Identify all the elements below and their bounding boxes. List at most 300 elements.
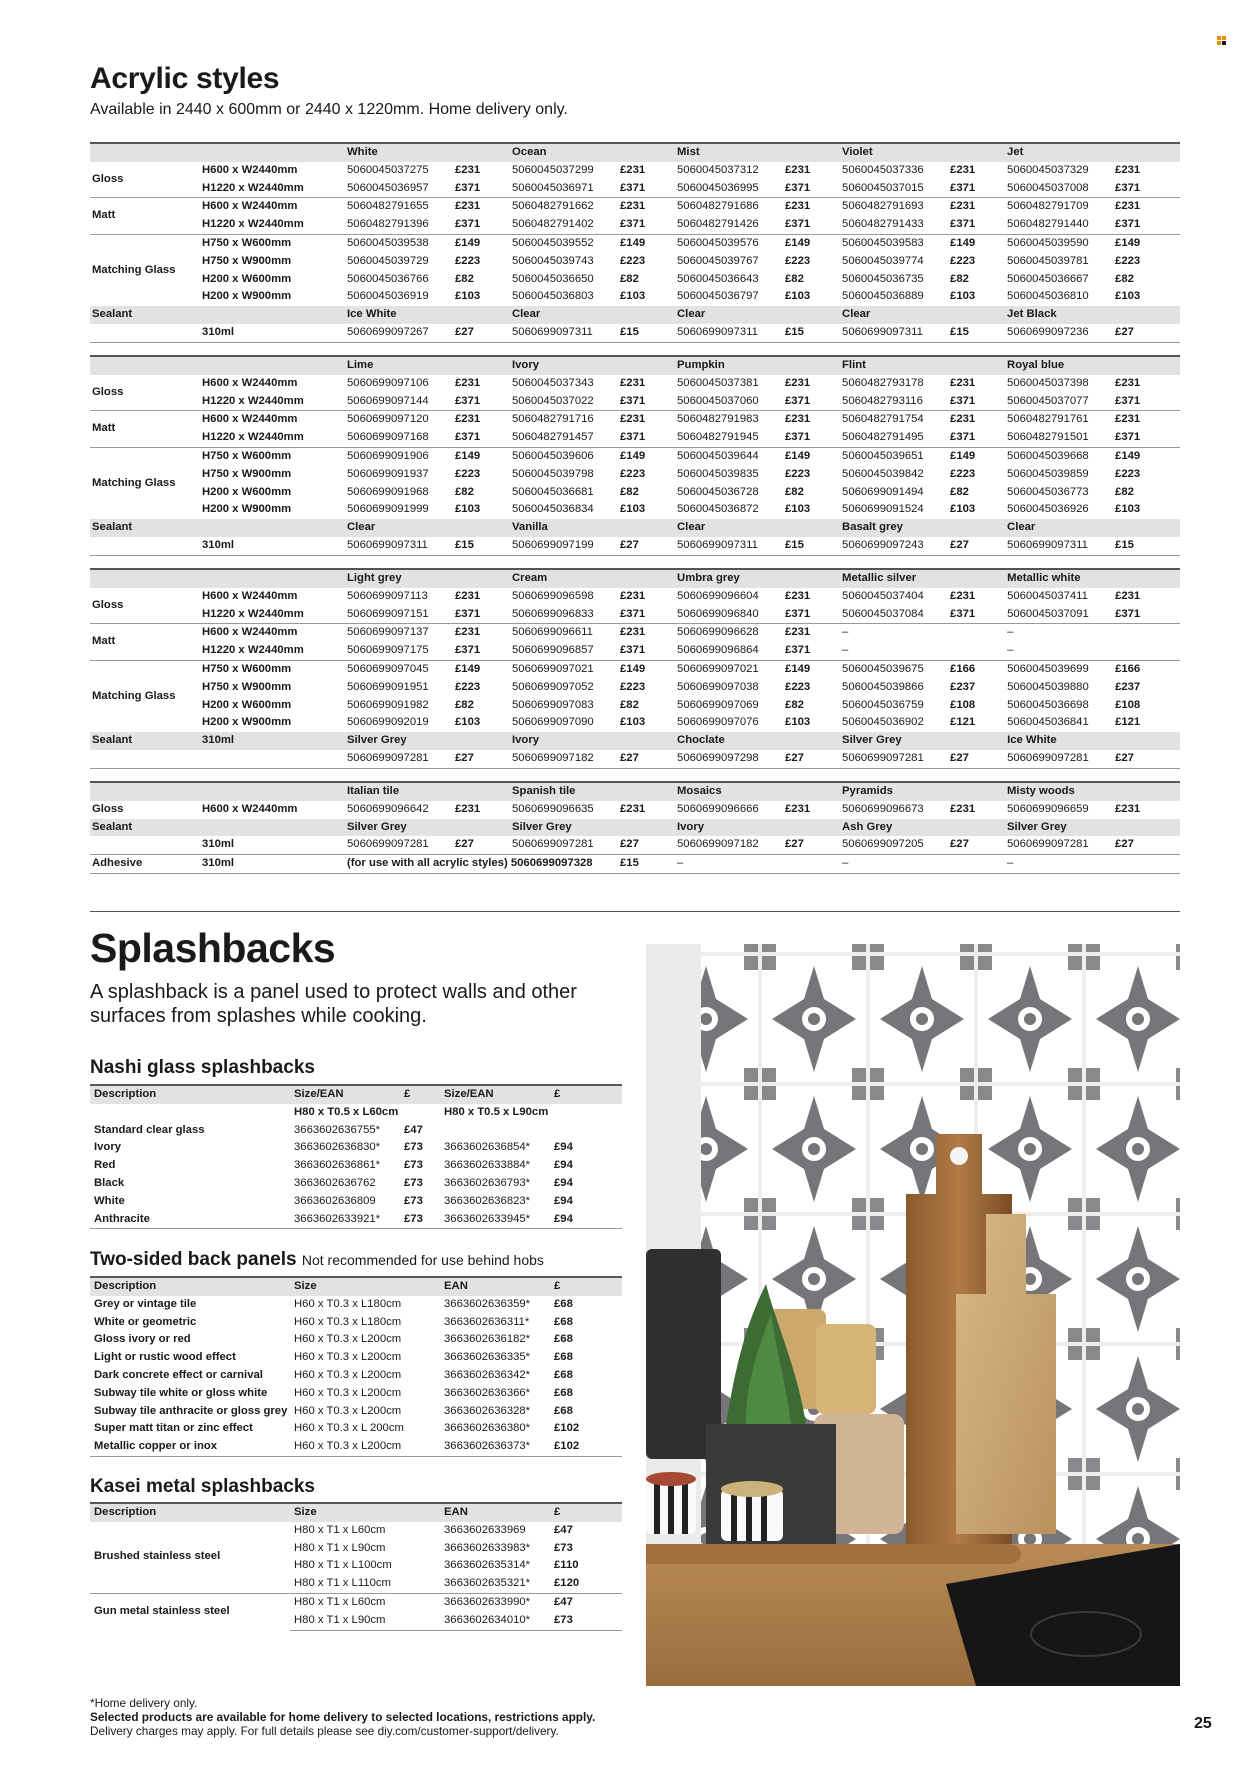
size-label: H80 x T0.5 x L90cm (444, 1105, 549, 1118)
price-cell: £231 (950, 589, 976, 602)
table-row (90, 1420, 622, 1438)
price-cell: £15 (618, 324, 675, 342)
table-cell: £73 (554, 1541, 573, 1554)
sealant-name: Silver Grey (510, 819, 675, 837)
table-cell: 3663602636311* (444, 1315, 530, 1328)
ean-cell: 5060699091951 (347, 680, 429, 693)
ean-cell: 5060699091524 (842, 503, 924, 516)
price-cell: £371 (785, 394, 811, 407)
table-cell: 3663602636359* (444, 1297, 531, 1310)
table-row (90, 1296, 622, 1314)
nashi-table (90, 1084, 622, 1229)
table-cell: H60 x T0.3 x L200cm (290, 1438, 440, 1456)
ean-cell: 5060699097311 (345, 537, 453, 555)
size-cell: H200 x W900mm (202, 716, 292, 729)
table-cell: 3663602633969 (444, 1523, 526, 1536)
table-row (90, 1438, 622, 1456)
sealant-row (90, 732, 1180, 750)
sealant-name: Vanilla (510, 519, 675, 537)
ean-cell: 5060482791761 (1005, 411, 1113, 429)
table-cell: 3663602634010* (440, 1612, 550, 1630)
size-row (90, 429, 1180, 447)
table-cell: £120 (554, 1577, 580, 1590)
table-cell: Ivory (94, 1141, 122, 1154)
table-cell (440, 1122, 550, 1140)
price-cell: £15 (453, 537, 510, 555)
price-cell: £371 (620, 431, 646, 444)
table-cell (550, 1122, 622, 1140)
price-cell: £231 (785, 802, 811, 815)
ean-cell: 5060482791983 (675, 411, 783, 429)
adhesive-row (90, 855, 1180, 874)
price-cell: £223 (455, 467, 481, 480)
ean-cell: 5060699097281 (345, 750, 453, 768)
sealant-name: Clear (1005, 519, 1180, 537)
sealant-size: 310ml (200, 324, 345, 342)
price-cell: £231 (455, 802, 481, 815)
ean-cell: 5060045039866 (842, 680, 924, 693)
price-cell: £27 (618, 537, 675, 555)
ean-cell: 5060045039576 (675, 234, 783, 252)
price-cell: £27 (948, 750, 1005, 768)
ean-cell: 5060699097168 (347, 431, 429, 444)
ean-cell: 5060482791716 (510, 411, 618, 429)
acrylic-subtitle: Available in 2440 x 600mm or 2440 x 1220mm. Home delivery only. (90, 101, 568, 118)
price-cell: £27 (620, 838, 639, 851)
sealant-size: 310ml (200, 537, 345, 555)
ean-cell: 5060045036810 (1007, 290, 1089, 303)
price-cell: £27 (950, 838, 969, 851)
price-cell: £231 (453, 198, 510, 216)
size-cell: H600 x W2440mm (202, 589, 298, 602)
size-cell: H1220 x W2440mm (202, 218, 304, 231)
size-cell: H1220 x W2440mm (202, 394, 304, 407)
ean-cell: 5060699097281 (1005, 750, 1113, 768)
group-description: Gun metal stainless steel (90, 1593, 290, 1630)
size-cell: H750 x W900mm (202, 467, 292, 480)
ean-cell: 5060045039859 (1007, 467, 1089, 480)
price-cell: £27 (453, 324, 510, 342)
ean-cell: 5060699097267 (345, 324, 453, 342)
price-cell: £103 (785, 503, 811, 516)
table-cell: £68 (554, 1297, 573, 1310)
sealant-label: Sealant (90, 819, 200, 837)
size-cell: H200 x W900mm (202, 290, 292, 303)
price-cell: £15 (948, 324, 1005, 342)
colour-name: Pumpkin (675, 356, 840, 375)
sealant-label: Sealant (90, 519, 200, 537)
ean-cell: 5060045036766 (347, 272, 429, 285)
ean-cell: 5060482793116 (842, 394, 923, 407)
ean-cell: – (840, 624, 948, 642)
table-cell: 3663602633921* (290, 1211, 400, 1229)
column-header: EAN (440, 1503, 550, 1522)
finish-label: Matt (90, 198, 200, 235)
table-cell: H60 x T0.3 x L200cm (294, 1368, 402, 1381)
table-cell: £73 (404, 1194, 423, 1207)
sealant-row (90, 519, 1180, 537)
ean-cell: 5060699091999 (347, 503, 429, 516)
price-cell: £231 (950, 163, 976, 176)
colour-name: Lime (345, 356, 510, 375)
ean-cell: 5060699097298 (675, 750, 783, 768)
ean-cell: 5060045039767 (677, 254, 759, 267)
ean-cell: 5060045037015 (842, 181, 924, 194)
ean-cell: 5060699097243 (840, 537, 948, 555)
table-cell: H80 x T1 x L90cm (290, 1612, 440, 1630)
ean-cell: 5060045037077 (1007, 394, 1089, 407)
price-cell (1113, 624, 1180, 642)
size-row (90, 679, 1180, 697)
ean-cell: 5060699096666 (677, 802, 759, 815)
table-row (90, 1314, 622, 1332)
table-header (90, 1503, 622, 1522)
splashbacks-title: Splashbacks (90, 925, 336, 971)
adhesive-ean: (for use with all acrylic styles) 5060699097328 (345, 855, 618, 874)
price-cell: £15 (1113, 537, 1180, 555)
ean-cell: 5060045036803 (512, 290, 594, 303)
ean-cell: 5060699097175 (347, 644, 429, 657)
size-cell: H600 x W2440mm (202, 802, 298, 815)
table-cell: £94 (554, 1159, 573, 1172)
table-cell: Gloss ivory or red (94, 1333, 191, 1346)
size-cell: H1220 x W2440mm (202, 431, 304, 444)
price-cell: £237 (950, 680, 976, 693)
price-cell: £103 (950, 290, 976, 303)
price-cell: £27 (1113, 324, 1180, 342)
ean-cell: 5060699091937 (347, 467, 429, 480)
table-row (90, 1175, 622, 1193)
price-cell: £27 (783, 750, 840, 768)
empty-cell: – (840, 855, 1005, 874)
table-cell: Standard clear glass (94, 1123, 205, 1136)
ean-cell: 5060699096642 (347, 802, 429, 815)
size-row (90, 234, 1180, 252)
price-cell: £231 (785, 589, 811, 602)
ean-cell: 5060699097281 (840, 750, 948, 768)
colour-header-row (90, 782, 1180, 801)
sealant-name: Silver Grey (345, 819, 510, 837)
colour-name: White (345, 143, 510, 162)
ean-cell: 5060482791655 (345, 198, 453, 216)
ean-cell: 5060045036667 (1007, 272, 1089, 285)
price-cell: £231 (1115, 589, 1141, 602)
price-cell: £149 (783, 234, 840, 252)
table-cell: £68 (554, 1404, 573, 1417)
ean-cell: 5060482791754 (840, 411, 948, 429)
price-cell: £237 (1115, 680, 1141, 693)
size-cell: H750 x W600mm (200, 234, 345, 252)
adhesive-label: Adhesive (90, 855, 200, 874)
table-row (90, 1349, 622, 1367)
sealant-name: Ivory (675, 819, 840, 837)
price-cell: £223 (620, 254, 646, 267)
colour-name: Light grey (345, 569, 510, 588)
table-cell: £68 (554, 1368, 573, 1381)
price-cell: £371 (950, 607, 976, 620)
price-cell: £82 (620, 698, 639, 711)
price-cell: £231 (1113, 411, 1180, 429)
price-cell: £103 (785, 290, 811, 303)
ean-cell: 5060482791693 (840, 198, 948, 216)
price-cell: £82 (1115, 272, 1134, 285)
ean-cell: 5060045036995 (677, 181, 759, 194)
price-cell: £231 (950, 376, 976, 389)
ean-cell: 5060045039606 (510, 447, 618, 465)
column-header: Size (290, 1277, 440, 1296)
price-cell: £27 (1113, 750, 1180, 768)
table-cell: £73 (550, 1612, 622, 1630)
table-cell: Grey or vintage tile (94, 1297, 197, 1310)
table-cell: £73 (404, 1176, 423, 1189)
ean-cell: 5060699096628 (675, 624, 783, 642)
price-cell: £27 (455, 838, 474, 851)
price-cell: £82 (455, 485, 474, 498)
colour-name: Umbra grey (675, 569, 840, 588)
price-cell: £231 (1113, 198, 1180, 216)
sealant-name: Clear (675, 519, 840, 537)
table-cell: 3663602636342* (444, 1368, 531, 1381)
price-cell: £371 (1115, 607, 1141, 620)
ean-cell: 5060699096659 (1007, 802, 1089, 815)
table-cell: 3663602636335* (444, 1351, 531, 1364)
table-cell: Subway tile anthracite or gloss grey (94, 1404, 288, 1417)
price-cell: £371 (950, 218, 976, 231)
ean-cell: 5060045036971 (512, 181, 594, 194)
table-cell: 3663602636861* (294, 1159, 381, 1172)
price-cell: £371 (620, 181, 646, 194)
sealant-label: Sealant (90, 306, 200, 324)
price-cell: £371 (785, 218, 811, 231)
price-cell: £149 (1113, 234, 1180, 252)
size-cell: H200 x W900mm (202, 503, 292, 516)
ean-cell: 5060699097236 (1005, 324, 1113, 342)
ean-cell: 5060699096604 (677, 589, 759, 602)
ean-cell: 5060045036957 (347, 181, 429, 194)
table-cell: Light or rustic wood effect (94, 1351, 236, 1364)
ean-cell: 5060699097311 (510, 324, 618, 342)
table-cell: £94 (554, 1141, 573, 1154)
size-row (90, 375, 1180, 393)
table-row (90, 1522, 622, 1540)
price-cell: £223 (620, 680, 646, 693)
ean-cell: 5060482791433 (842, 218, 924, 231)
ean-cell: 5060045039675 (840, 660, 948, 678)
table-cell: £94 (554, 1176, 573, 1189)
ean-cell: 5060699097137 (345, 624, 453, 642)
ean-cell: 5060045037411 (1007, 589, 1088, 602)
footer-line-3: Delivery charges may apply. For full details please see diy.com/customer-support/delivery. (90, 1724, 559, 1738)
size-row (90, 271, 1180, 289)
table-cell: 3663602633983* (444, 1541, 531, 1554)
finish-label: Matt (90, 624, 200, 661)
ean-cell: 5060045036872 (677, 503, 759, 516)
size-row (90, 411, 1180, 429)
table-cell: £68 (554, 1386, 573, 1399)
price-cell: £371 (785, 607, 811, 620)
ean-cell: – (1007, 644, 1014, 657)
ean-cell: 5060045036681 (512, 485, 594, 498)
sealant-name: Silver Grey (1005, 819, 1180, 837)
ean-cell: 5060045039835 (677, 467, 759, 480)
column-header: Size/EAN (440, 1085, 550, 1104)
colour-name: Metallic white (1005, 569, 1180, 588)
price-cell: £121 (950, 716, 976, 729)
price-cell: £231 (783, 411, 840, 429)
ean-cell: 5060045039774 (842, 254, 924, 267)
column-header: £ (550, 1503, 622, 1522)
price-cell: £149 (948, 447, 1005, 465)
price-cell: £223 (1115, 254, 1141, 267)
size-cell: H600 x W2440mm (202, 163, 298, 176)
colour-name: Cream (510, 569, 675, 588)
sealant-name: Ice White (1005, 732, 1180, 750)
table-row (90, 1139, 622, 1157)
table-row (90, 1331, 622, 1349)
table-cell: 3663602636755* (294, 1123, 381, 1136)
ean-cell: 5060482791396 (347, 218, 429, 231)
price-cell: £149 (948, 234, 1005, 252)
acrylic-title: Acrylic styles (90, 62, 280, 95)
table-cell: 3663602635321* (444, 1577, 531, 1590)
price-cell: £231 (453, 411, 510, 429)
size-cell: H600 x W2440mm (202, 376, 298, 389)
table-cell: H60 x T0.3 x L200cm (294, 1351, 402, 1364)
sealant-row (90, 306, 1180, 324)
price-cell: £371 (455, 607, 481, 620)
colour-header-row (90, 569, 1180, 588)
price-cell: £371 (950, 394, 976, 407)
ean-cell: 5060482791709 (1005, 198, 1113, 216)
price-cell: £103 (1115, 503, 1141, 516)
size-cell: H750 x W900mm (202, 680, 292, 693)
ean-cell: 5060699097120 (345, 411, 453, 429)
table-cell: 3663602636854* (444, 1141, 531, 1154)
price-cell: £149 (618, 660, 675, 678)
ean-cell: 5060699096857 (512, 644, 594, 657)
price-cell: £371 (1115, 431, 1141, 444)
table-cell: Red (94, 1159, 116, 1172)
ean-cell: 5060045036919 (347, 290, 429, 303)
price-cell: £82 (785, 485, 804, 498)
table-cell: £110 (554, 1559, 579, 1572)
colour-name: Flint (840, 356, 1005, 375)
price-cell: £231 (783, 624, 840, 642)
ean-cell: 5060699096833 (512, 607, 594, 620)
size-row (90, 801, 1180, 819)
ean-cell: 5060045037091 (1007, 607, 1089, 620)
size-row (90, 180, 1180, 198)
size-row (90, 288, 1180, 306)
price-cell: £149 (453, 447, 510, 465)
ean-cell: 5060699091494 (842, 485, 924, 498)
ean-cell: 5060699096864 (677, 644, 759, 657)
sealant-name: Clear (510, 306, 675, 324)
price-cell: £371 (455, 431, 481, 444)
price-cell: £231 (785, 163, 811, 176)
colour-name: Mist (675, 143, 840, 162)
table-row (90, 1593, 622, 1611)
size-row (90, 714, 1180, 732)
kasei-title: Kasei metal splashbacks (90, 1476, 315, 1497)
sealant-name: Choclate (675, 732, 840, 750)
colour-name: Spanish tile (510, 782, 675, 801)
price-cell: £223 (1115, 467, 1141, 480)
table-cell: 3663602633945* (440, 1211, 550, 1229)
ean-cell: 5060699096673 (842, 802, 924, 815)
ean-cell: 5060482791440 (1007, 218, 1089, 231)
price-cell: £27 (948, 537, 1005, 555)
acrylic-table (90, 355, 1180, 556)
ean-cell: 5060482791457 (512, 431, 594, 444)
ean-cell: 5060699097281 (512, 838, 594, 851)
ean-cell: 5060699097038 (677, 680, 759, 693)
price-cell: £231 (948, 198, 1005, 216)
size-cell: H1220 x W2440mm (202, 181, 304, 194)
ean-cell: 5060045039798 (512, 467, 594, 480)
ean-cell: 5060482791686 (675, 198, 783, 216)
table-cell: 3663602636182* (444, 1333, 531, 1346)
table-cell: Subway tile white or gloss white (94, 1386, 268, 1399)
table-cell: £68 (554, 1333, 573, 1346)
ean-cell: 5060045039583 (840, 234, 948, 252)
table-cell: £94 (550, 1211, 622, 1229)
price-cell: £82 (785, 272, 804, 285)
size-cell: H750 x W600mm (200, 447, 345, 465)
price-cell (1113, 642, 1180, 660)
sealant-name: Silver Grey (840, 732, 1005, 750)
sealant-name: Ice White (345, 306, 510, 324)
table-cell: 3663602636373* (440, 1438, 550, 1456)
colour-name: Pyramids (840, 782, 1005, 801)
size-row (90, 484, 1180, 502)
price-cell: £371 (950, 431, 976, 444)
ean-cell: 5060699097311 (675, 324, 783, 342)
sealant-size: 310ml (202, 838, 235, 851)
ean-cell: 5060045036643 (677, 272, 759, 285)
column-header: £ (400, 1085, 440, 1104)
price-cell: £371 (785, 181, 811, 194)
ean-cell: 5060045036834 (512, 503, 594, 516)
ean-cell: 5060699091968 (347, 485, 429, 498)
column-header: Size/EAN (290, 1085, 400, 1104)
table-row (90, 1211, 622, 1229)
price-cell: £103 (1115, 290, 1141, 303)
ean-cell: 5060699097090 (512, 716, 594, 729)
footer (90, 1696, 595, 1738)
table-cell: 3663602633990* (440, 1593, 550, 1611)
size-row (90, 466, 1180, 484)
price-cell: £231 (455, 163, 481, 176)
table-row (90, 1403, 622, 1421)
ean-cell: 5060045037381 (677, 376, 759, 389)
price-cell: £103 (620, 716, 646, 729)
ean-cell: 5060699097021 (510, 660, 618, 678)
table-cell: £68 (554, 1351, 573, 1364)
price-cell: £82 (455, 272, 474, 285)
table-cell: 3663602633884* (444, 1159, 531, 1172)
colour-name: Italian tile (345, 782, 510, 801)
price-cell: £103 (455, 716, 481, 729)
ean-cell: 5060699097076 (677, 716, 759, 729)
price-cell: £103 (620, 503, 646, 516)
size-row (90, 447, 1180, 465)
table-row (90, 1122, 622, 1140)
column-header: £ (550, 1085, 622, 1104)
finish-label: Gloss (92, 172, 124, 185)
price-cell: £82 (455, 698, 474, 711)
ean-cell: – (842, 644, 849, 657)
